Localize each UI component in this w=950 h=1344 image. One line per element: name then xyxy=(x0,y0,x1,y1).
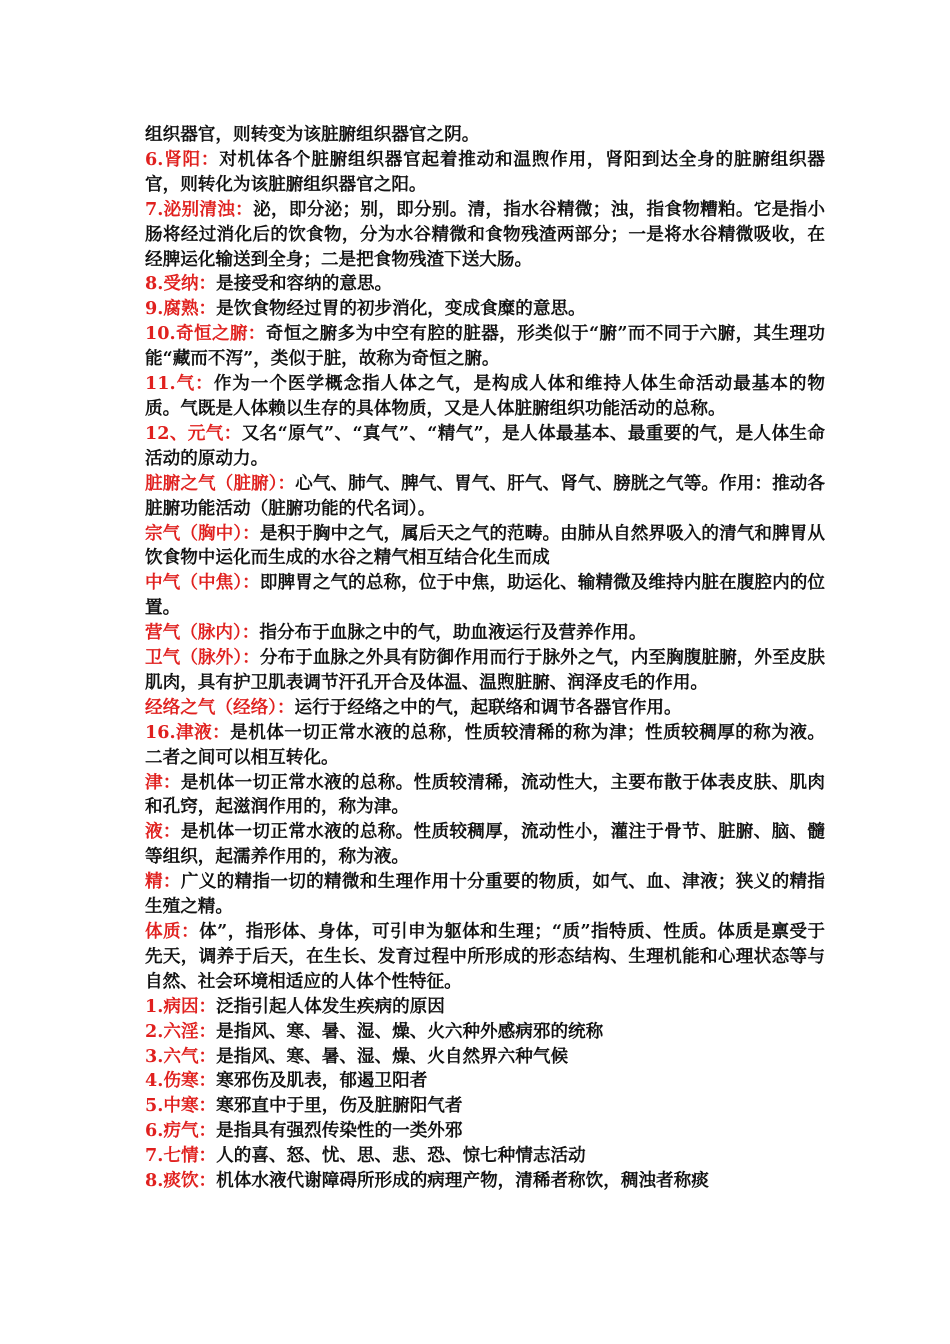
definition-text: 泛指引起人体发生疾病的原因 xyxy=(216,995,445,1017)
paragraph-zhong-han xyxy=(145,1094,825,1119)
paragraph-shang-han xyxy=(145,1069,825,1094)
term-label: 8.痰饮： xyxy=(145,1170,217,1192)
term-label: 7.泌别清浊： xyxy=(145,198,254,220)
paragraph-liu-qi xyxy=(145,1045,825,1070)
definition-text: 是机体一切正常水液的总称。性质较稠厚，流动性小，灌注于骨节、脏腑、脑、髓等组织，起濡养作用的，称为液。 xyxy=(145,821,825,868)
paragraph-zhong-qi xyxy=(145,571,825,621)
term-label: 卫气（脉外）： xyxy=(145,647,260,669)
definition-text: 机体水液代谢障碍所形成的病理产物，清稀者称饮，稠浊者称痰 xyxy=(216,1170,709,1192)
term-label: 10.奇恒之腑： xyxy=(145,323,266,345)
document-page xyxy=(145,123,825,1194)
term-label: 11.气： xyxy=(145,373,214,395)
term-label: 中气（中焦）： xyxy=(145,572,260,594)
term-label: 4.伤寒： xyxy=(145,1070,217,1092)
paragraph-ying-qi xyxy=(145,621,825,646)
term-label: 7.七情： xyxy=(145,1145,217,1167)
definition-text: 即脾胃之气的总称，位于中焦，助运化、输精微及维持内脏在腹腔内的位置。 xyxy=(145,572,825,619)
term-label: 9.腐熟： xyxy=(145,298,217,320)
term-label: 营气（脉内）： xyxy=(145,622,260,644)
definition-text: 指分布于血脉之中的气，助血液运行及营养作用。 xyxy=(259,622,647,644)
paragraph-jin xyxy=(145,771,825,821)
term-label: 6.疠气： xyxy=(145,1120,217,1142)
definition-text: 分布于血脉之外具有防御作用而行于脉外之气，内至胸腹脏腑，外至皮肤肌肉，具有护卫肌表调节汗孔开合及体温、温煦脏腑、润泽皮毛的作用。 xyxy=(145,647,825,693)
paragraph-zang-fu-zhi-qi xyxy=(145,472,825,522)
term-label: 12、元气： xyxy=(145,422,242,444)
definition-text: 奇恒之腑多为中空有腔的脏器，形类似于“腑”而不同于六腑，其生理功能“藏而不泻”，类似于脏，故称为奇恒之腑。 xyxy=(145,323,825,370)
term-label: 宗气（胸中）： xyxy=(145,522,260,544)
paragraph-jing-luo-zhi-qi xyxy=(145,696,825,721)
definition-text: 是指具有强烈传染性的一类外邪 xyxy=(216,1120,463,1142)
paragraph-yin-continuation xyxy=(145,123,825,148)
definition-text: 是指风、寒、暑、湿、燥、火自然界六种气候 xyxy=(216,1045,569,1067)
term-label: 1.病因： xyxy=(145,995,217,1017)
term-label: 精： xyxy=(145,871,181,893)
definition-text: 又名“原气”、“真气”、“精气”，是人体最基本、最重要的气，是人体生命活动的原动力。 xyxy=(145,422,825,469)
paragraph-zong-qi xyxy=(145,522,825,572)
term-label: 津： xyxy=(145,771,181,793)
paragraph-mi-bie-qing-zhuo xyxy=(145,198,825,273)
term-label: 3.六气： xyxy=(145,1045,217,1067)
definition-text: 是机体一切正常水液的总称。性质较清稀，流动性大，主要布散于体表皮肤、肌肉和孔窍，起滋润作用的，称为津。 xyxy=(145,771,825,818)
definition-text: 寒邪直中于里，伤及脏腑阳气者 xyxy=(216,1095,463,1117)
paragraph-yuan-qi xyxy=(145,422,825,472)
term-label: 5.中寒： xyxy=(145,1095,217,1117)
definition-text: 寒邪伤及肌表，郁遏卫阳者 xyxy=(216,1070,428,1092)
definition-text: 泌，即分泌；别，即分别。清，指水谷精微；浊，指食物糟粕。它是指小肠将经过消化后的饮食物，分为水谷精微和食物残渣两部分；一是将水谷精微吸收，在经脾运化输送到全身；二是把食物残渣下送大肠。 xyxy=(145,198,825,270)
paragraph-qi-heng-zhi-fu xyxy=(145,322,825,372)
paragraph-jin-ye xyxy=(145,721,825,771)
term-label: 6.肾阳： xyxy=(145,148,220,170)
definition-text: 心气、肺气、脾气、胃气、肝气、肾气、膀胱之气等。作用：推动各脏腑功能活动（脏腑功能的代名词）。 xyxy=(145,472,825,519)
definition-text: 体”，指形体、身体，可引申为躯体和生理；“质”指特质、性质。体质是禀受于先天，调养于后天，在生长、发育过程中所形成的形态结构、生理机能和心理状态等与自然、社会环境相适应的人体个性特征。 xyxy=(145,921,825,992)
paragraph-fu-shu xyxy=(145,297,825,322)
term-label: 2.六淫： xyxy=(145,1020,217,1042)
definition-text: 作为一个医学概念指人体之气，是构成人体和维持人体生命活动最基本的物质。气既是人体赖以生存的具体物质，又是人体脏腑组织功能活动的总称。 xyxy=(145,373,825,419)
paragraph-shen-yang xyxy=(145,148,825,198)
term-label: 脏腑之气（脏腑）： xyxy=(145,472,296,494)
definition-text: 是指风、寒、暑、湿、燥、火六种外感病邪的统称 xyxy=(216,1020,604,1042)
paragraph-qi xyxy=(145,372,825,422)
term-label: 8.受纳： xyxy=(145,273,217,295)
definition-text: 对机体各个脏腑组织器官起着推动和温煦作用，肾阳到达全身的脏腑组织器官，则转化为该脏腑组织器官之阳。 xyxy=(145,148,825,195)
paragraph-qi-qing xyxy=(145,1144,825,1169)
definition-text: 是积于胸中之气，属后天之气的范畴。由肺从自然界吸入的清气和脾胃从饮食物中运化而生成的水谷之精气相互结合化生而成 xyxy=(145,522,825,569)
term-label: 16.津液： xyxy=(145,721,231,743)
definition-text: 人的喜、怒、忧、思、悲、恐、惊七种情志活动 xyxy=(216,1145,586,1167)
definition-text: 是机体一切正常水液的总称，性质较清稀的称为津；性质较稠厚的称为液。二者之间可以相互转化。 xyxy=(145,721,825,768)
term-label: 经络之气（经络）： xyxy=(145,696,295,718)
paragraph-liu-yin xyxy=(145,1020,825,1045)
term-label: 液： xyxy=(145,821,181,843)
paragraph-tan-yin xyxy=(145,1169,825,1194)
paragraph-ti-zhi xyxy=(145,920,825,995)
paragraph-ye xyxy=(145,820,825,870)
paragraph-shou-na xyxy=(145,272,825,297)
paragraph-wei-qi xyxy=(145,646,825,696)
definition-text: 是接受和容纳的意思。 xyxy=(216,273,393,295)
definition-text: 广义的精指一切的精微和生理作用十分重要的物质，如气、血、津液；狭义的精指生殖之精。 xyxy=(145,871,825,918)
paragraph-bing-yin xyxy=(145,995,825,1020)
paragraph-li-qi xyxy=(145,1119,825,1144)
paragraph-jing xyxy=(145,870,825,920)
definition-text: 是饮食物经过胃的初步消化，变成食糜的意思。 xyxy=(216,298,586,320)
definition-text: 组织器官，则转变为该脏腑组织器官之阴。 xyxy=(145,124,480,145)
term-label: 体质： xyxy=(145,921,200,942)
definition-text: 运行于经络之中的气，起联络和调节各器官作用。 xyxy=(294,696,682,718)
